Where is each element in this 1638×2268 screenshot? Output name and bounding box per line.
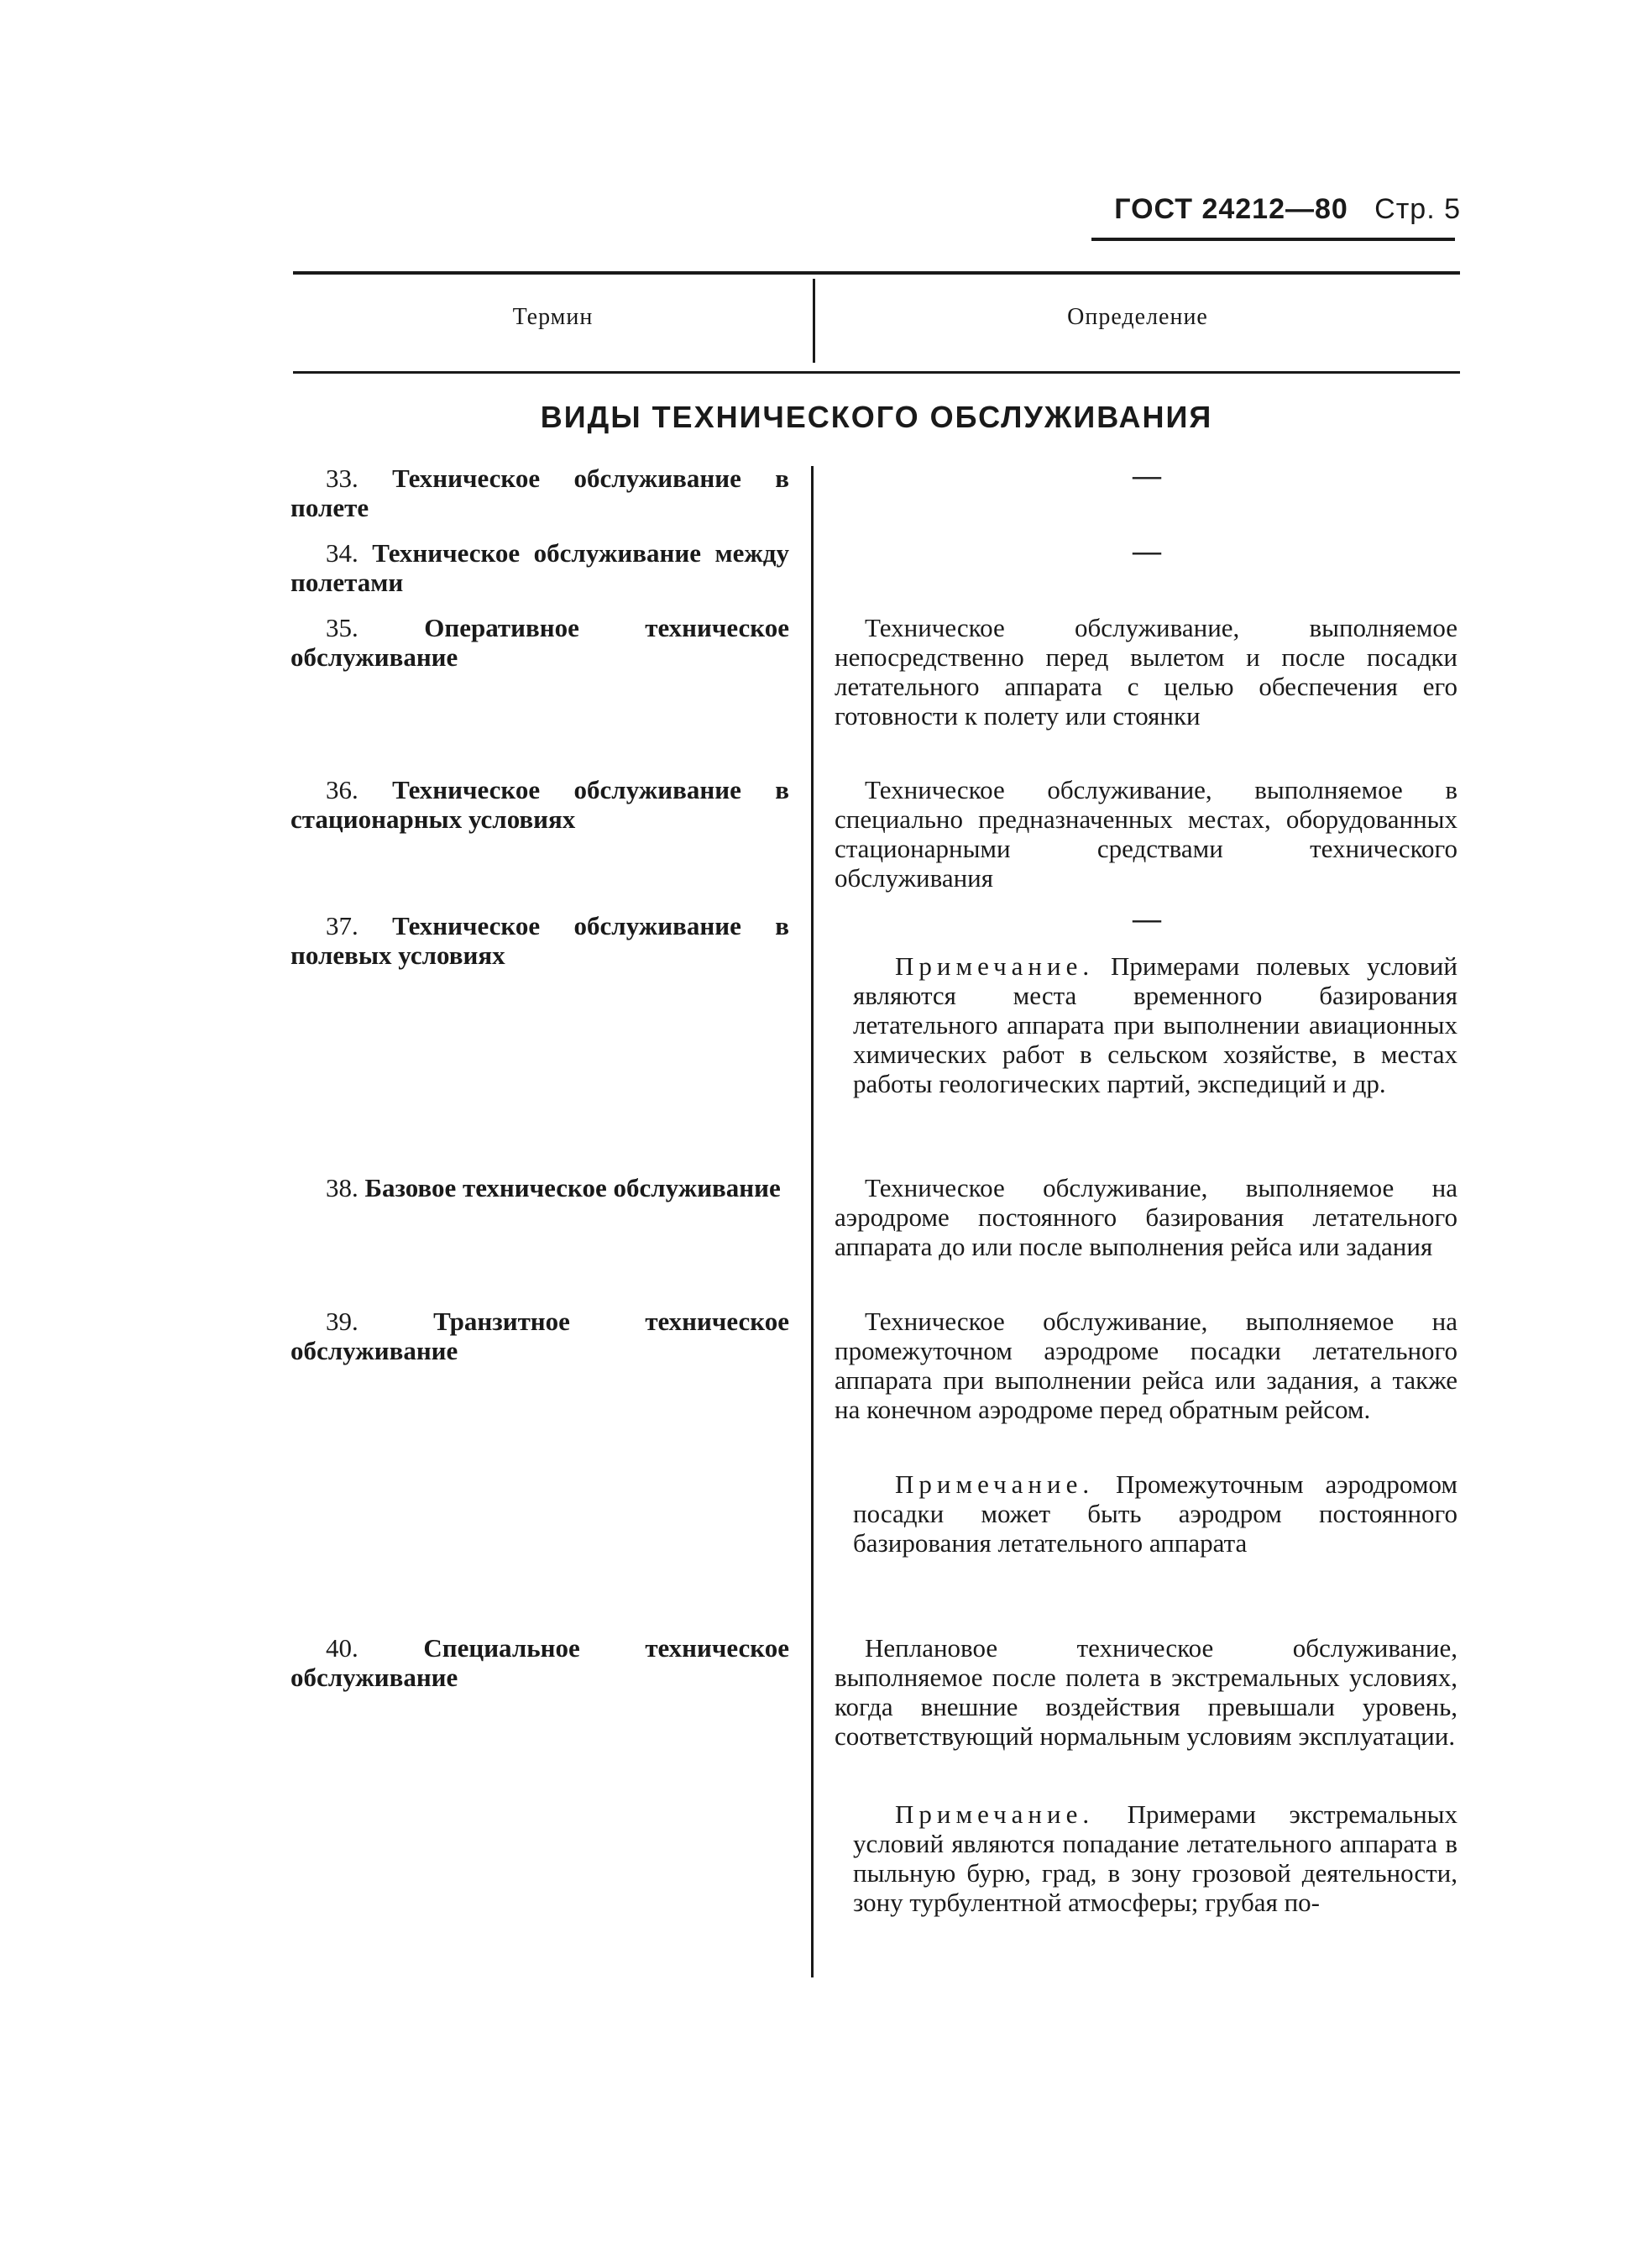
term-number: 36. bbox=[326, 775, 358, 804]
term-number: 37. bbox=[326, 911, 358, 940]
definition-dash: — bbox=[1133, 460, 1161, 491]
note-text: Примерами полевых условий являются места временного базирования летательного аппарата при выполнении авиационных химических работ в сельском хозяйстве, в местах работы геологических партий, экспедиций и др. bbox=[853, 951, 1457, 1098]
term-37 bbox=[290, 911, 789, 970]
term-number: 39. bbox=[326, 1307, 358, 1336]
definition-36: Техническое обслуживание, выполняемое в специально предназначенных местах, оборудованных стационарными средствами технического обслуживания bbox=[835, 775, 1457, 893]
page-header bbox=[1091, 193, 1461, 226]
definition-39: Техническое обслуживание, выполняемое на промежуточном аэродроме посадки летательного аппарата при выполнении рейса или задания, а также на конечном аэродроме перед обратным рейсом. bbox=[835, 1307, 1457, 1424]
term-number: 40. bbox=[326, 1633, 358, 1663]
definition-40: Неплановое техническое обслуживание, выполняемое после полета в экстремальных условиях, когда внешние воздействия превышали уровень, соответствующий нормальным условиям эксплуатации. bbox=[835, 1633, 1457, 1751]
term-name: Базовое техническое обслуживание bbox=[364, 1173, 781, 1202]
column-header-term: Термин bbox=[512, 304, 594, 330]
note-label: Примечание. bbox=[895, 1469, 1095, 1499]
note-text: Примерами экстремальных условий являются попадание летательного аппарата в пыльную бурю, град, в зону грозовой деятельности, зону турбулентной атмосферы; грубая по- bbox=[853, 1799, 1458, 1917]
column-divider bbox=[811, 466, 814, 1977]
term-number: 34. bbox=[326, 538, 358, 568]
table-top-rule bbox=[293, 271, 1460, 275]
definition-dash: — bbox=[1133, 904, 1161, 935]
term-38 bbox=[290, 1173, 789, 1202]
definition-dash: — bbox=[1133, 536, 1161, 567]
note-label: Примечание. bbox=[895, 1799, 1095, 1829]
term-name: Техническое обслуживание в полевых условиях bbox=[290, 911, 790, 970]
term-name: Техническое обслуживание между полетами bbox=[290, 538, 789, 597]
standard-number: ГОСТ 24212—80 bbox=[1114, 193, 1348, 225]
term-name: Техническое обслуживание в стационарных условиях bbox=[290, 775, 790, 834]
note-40 bbox=[853, 1799, 1457, 1917]
term-34 bbox=[290, 538, 789, 597]
page-number: Стр. 5 bbox=[1374, 193, 1461, 225]
term-name: Специальное техническое обслуживание bbox=[290, 1633, 789, 1692]
definition-38: Техническое обслуживание, выполняемое на аэродроме постоянного базирования летательного аппарата до или после выполнения рейса или задания bbox=[835, 1173, 1457, 1261]
term-35 bbox=[290, 613, 789, 672]
definition-35: Техническое обслуживание, выполняемое непосредственно перед вылетом и после посадки летательного аппарата с целью обеспечения его готовности к полету или стоянки bbox=[835, 613, 1457, 731]
term-number: 38. bbox=[326, 1173, 358, 1202]
section-title: ВИДЫ ТЕХНИЧЕСКОГО ОБСЛУЖИВАНИЯ bbox=[540, 400, 1213, 434]
column-header-definition: Определение bbox=[1067, 304, 1208, 330]
term-number: 35. bbox=[326, 613, 358, 642]
term-number: 33. bbox=[326, 464, 358, 493]
term-39 bbox=[290, 1307, 789, 1365]
note-37 bbox=[853, 951, 1457, 1098]
term-33 bbox=[290, 464, 789, 522]
header-underline bbox=[1091, 238, 1455, 241]
term-name: Транзитное техническое обслуживание bbox=[290, 1307, 790, 1365]
note-39 bbox=[853, 1469, 1457, 1558]
term-name: Техническое обслуживание в полете bbox=[290, 464, 790, 522]
term-name: Оперативное техническое обслуживание bbox=[290, 613, 789, 672]
term-36 bbox=[290, 775, 789, 834]
table-header-rule bbox=[293, 371, 1460, 374]
term-40 bbox=[290, 1633, 789, 1692]
note-label: Примечание. bbox=[895, 951, 1095, 981]
note-text: Промежуточным аэродромом посадки может быть аэродром постоянного базирования летательного аппарата bbox=[853, 1469, 1457, 1558]
